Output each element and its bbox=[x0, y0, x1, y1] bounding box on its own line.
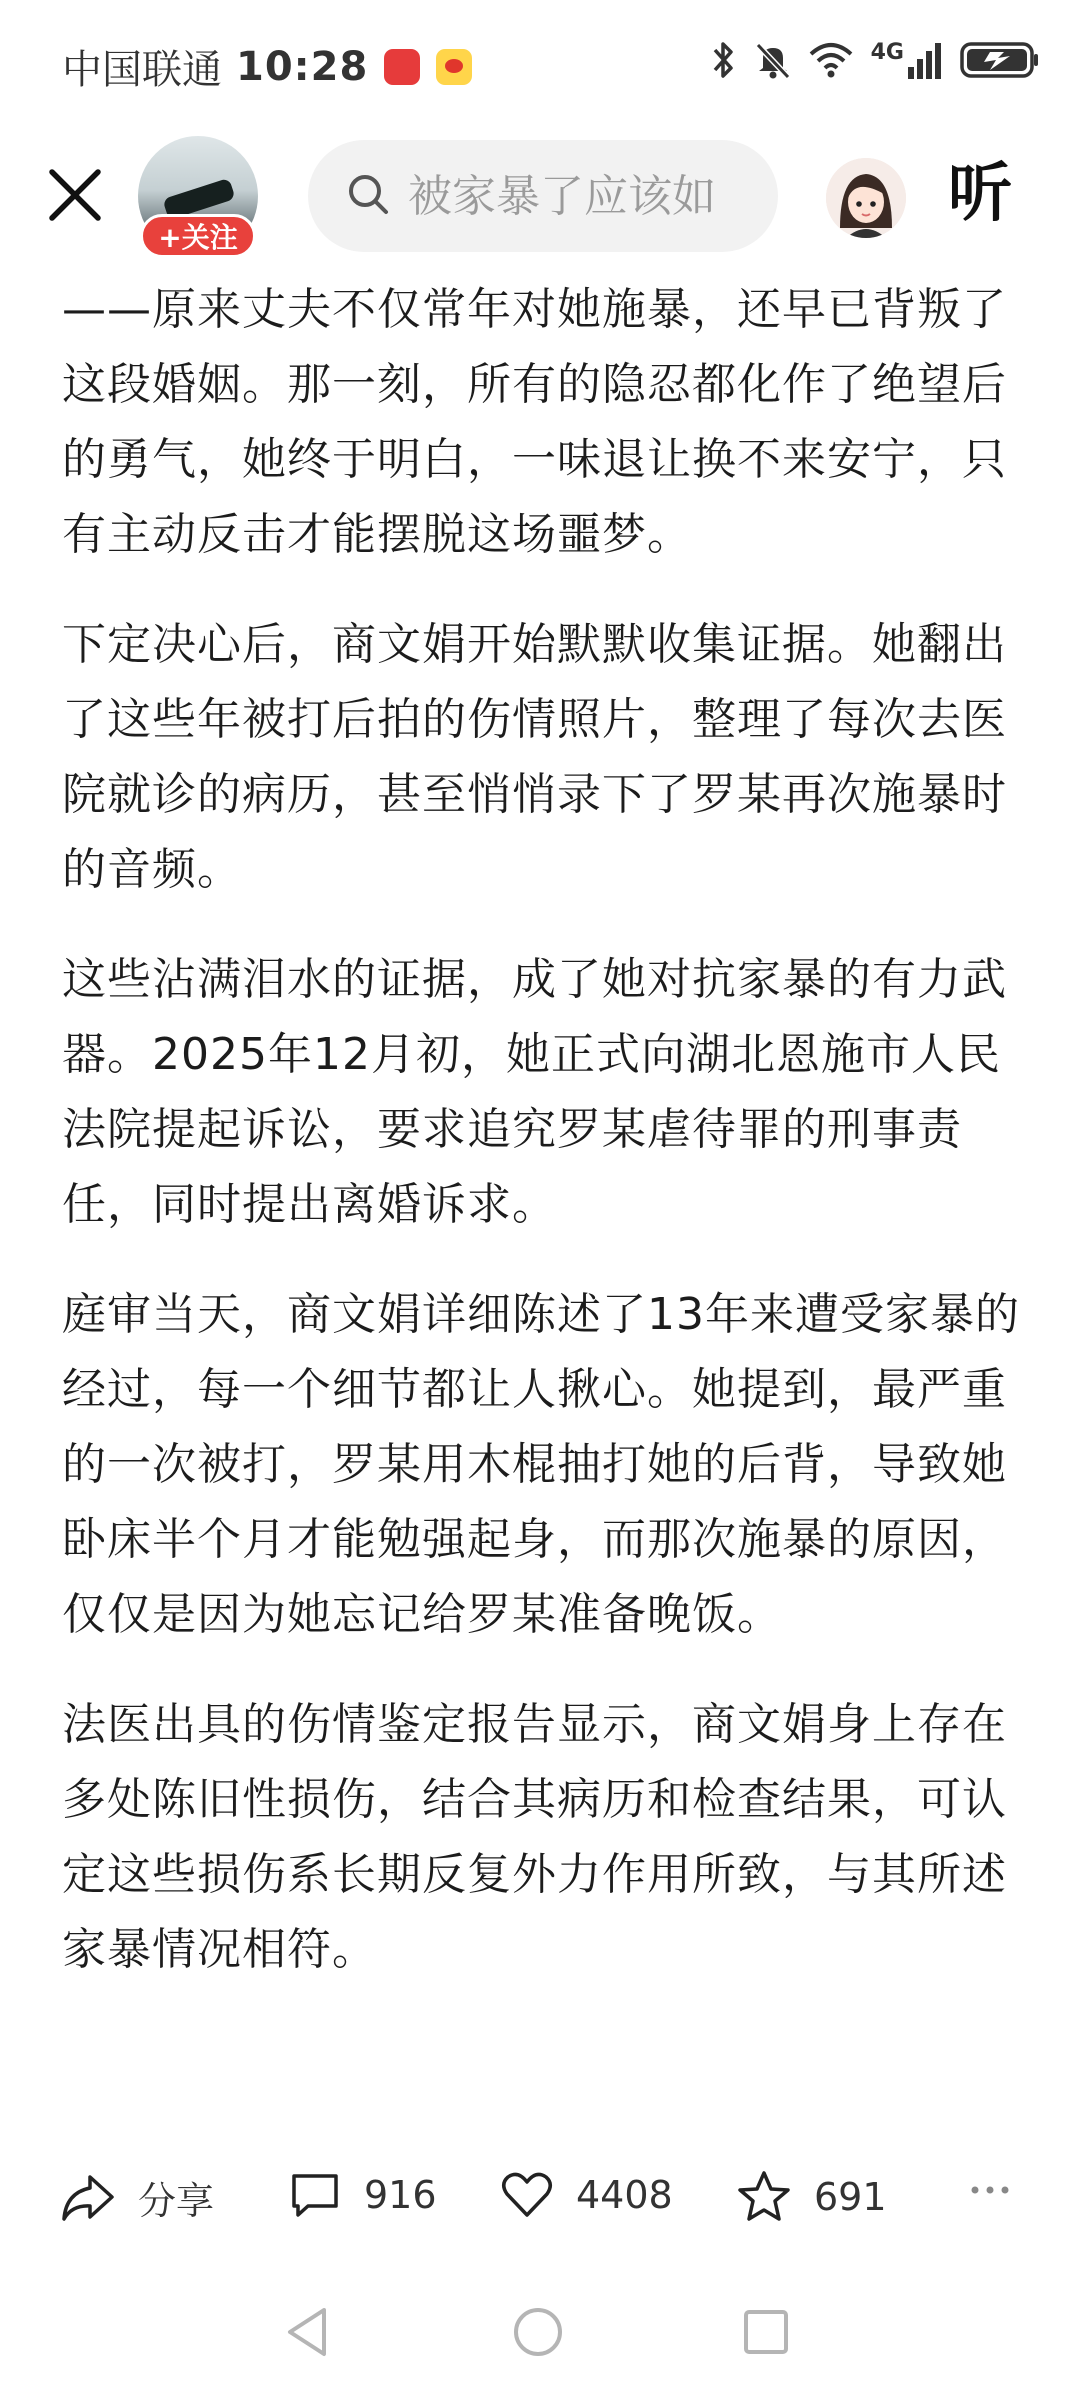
status-bar bbox=[0, 0, 1080, 130]
comment-icon bbox=[288, 2170, 342, 2220]
comment-button[interactable] bbox=[288, 2170, 437, 2220]
article-paragraph: 法医出具的伤情鉴定报告显示，商文娟身上存在多处陈旧性损伤，结合其病历和检查结果，可认定这些损伤系长期反复外力作用所致，与其所述家暴情况相符。 bbox=[62, 1699, 1007, 1975]
article-paragraph: 这些沾满泪水的证据，成了她对抗家暴的有力武器。2025年12月初，她正式向湖北恩施市人民法院提起诉讼，要求追究罗某虐待罪的刑事责任，同时提出离婚诉求。 bbox=[62, 954, 1007, 1230]
like-button[interactable] bbox=[500, 2170, 673, 2220]
share-icon bbox=[60, 2173, 116, 2223]
comment-count: 916 bbox=[364, 2173, 437, 2217]
more-dots-icon bbox=[970, 2184, 1010, 2196]
system-nav-bar bbox=[0, 2290, 1080, 2388]
network-type: 4G bbox=[870, 39, 904, 65]
ai-assistant-avatar[interactable] bbox=[826, 158, 906, 238]
share-button[interactable] bbox=[60, 2170, 214, 2225]
favorite-count: 691 bbox=[814, 2175, 887, 2219]
search-icon bbox=[346, 172, 390, 220]
recent-apps-icon bbox=[740, 2304, 792, 2360]
signal-icon bbox=[908, 41, 942, 79]
weibo-app-icon bbox=[436, 49, 472, 85]
article-paragraph: 下定决心后，商文娟开始默默收集证据。她翻出了这些年被打后拍的伤情照片，整理了每次去医院就诊的病历，甚至悄悄录下了罗某再次施暴时的音频。 bbox=[62, 619, 1007, 895]
like-count: 4408 bbox=[576, 2173, 673, 2217]
heart-icon bbox=[500, 2170, 554, 2220]
share-label: 分享 bbox=[138, 2179, 215, 2223]
follow-button[interactable]: +关注 bbox=[140, 214, 256, 258]
close-button[interactable] bbox=[40, 160, 110, 230]
search-input[interactable] bbox=[408, 171, 728, 222]
mute-icon bbox=[755, 40, 791, 80]
carrier-name: 中国联通 bbox=[62, 47, 222, 93]
favorite-button[interactable] bbox=[736, 2170, 887, 2224]
top-header bbox=[0, 130, 1080, 270]
star-icon bbox=[736, 2170, 792, 2224]
nav-recent-button[interactable] bbox=[740, 2304, 792, 2364]
author-avatar-wrap[interactable] bbox=[138, 136, 258, 256]
huawei-app-icon bbox=[384, 49, 420, 85]
home-circle-icon bbox=[510, 2304, 566, 2360]
listen-button[interactable]: 听 bbox=[948, 157, 1012, 231]
search-bar[interactable] bbox=[308, 140, 778, 252]
article-body bbox=[62, 272, 1022, 2022]
status-left bbox=[62, 38, 472, 95]
more-button[interactable] bbox=[970, 2184, 1032, 2196]
status-right bbox=[711, 40, 1040, 80]
close-icon bbox=[40, 160, 110, 230]
clock: 10:28 bbox=[236, 43, 369, 90]
wifi-icon bbox=[809, 42, 853, 78]
article-paragraph: ——原来丈夫不仅常年对她施暴，还早已背叛了这段婚姻。那一刻，所有的隐忍都化作了绝望后的勇气，她终于明白，一味退让换不来安宁，只有主动反击才能摆脱这场噩梦。 bbox=[62, 284, 1007, 560]
bluetooth-icon bbox=[711, 40, 737, 80]
nav-back-button[interactable] bbox=[282, 2304, 332, 2364]
back-triangle-icon bbox=[282, 2304, 332, 2360]
action-bar bbox=[0, 2150, 1080, 2250]
article-paragraph: 庭审当天，商文娟详细陈述了13年来遭受家暴的经过，每一个细节都让人揪心。她提到，最严重的一次被打，罗某用木棍抽打她的后背，导致她卧床半个月才能勉强起身，而那次施暴的原因，仅仅是因为她忘记给罗某准备晚饭。 bbox=[62, 1289, 1020, 1640]
battery-icon bbox=[960, 40, 1040, 80]
cartoon-girl-icon bbox=[826, 158, 906, 238]
nav-home-button[interactable] bbox=[510, 2304, 566, 2364]
